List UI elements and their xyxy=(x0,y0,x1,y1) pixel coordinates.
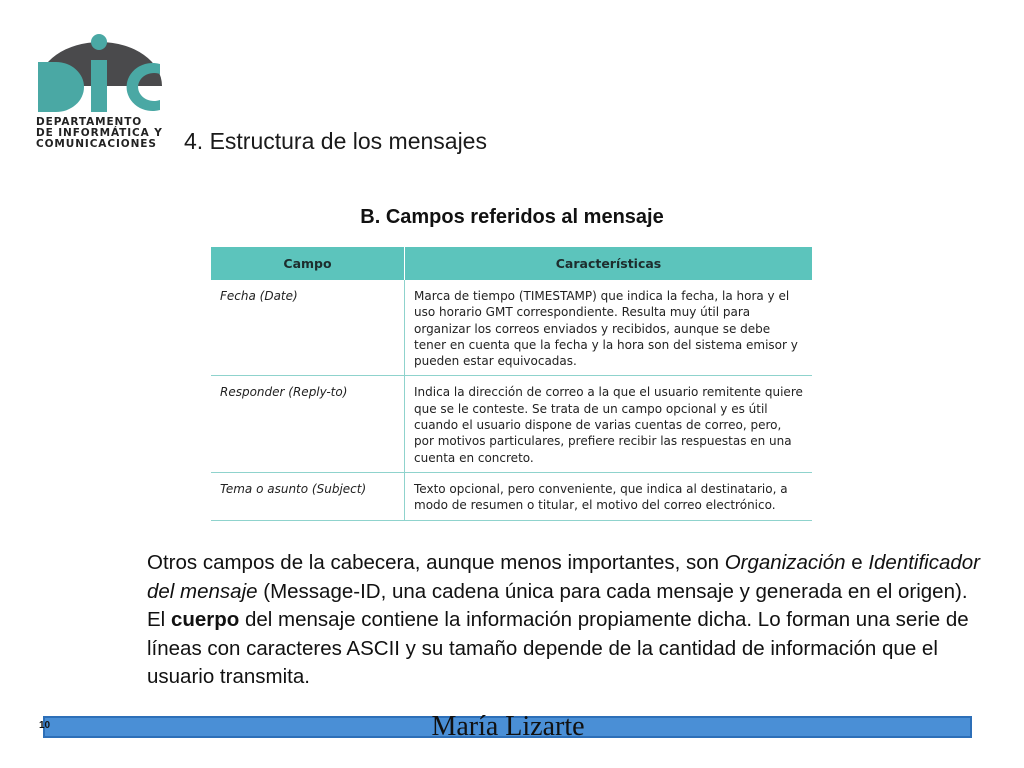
paragraph-body xyxy=(147,606,997,692)
paragraph-other-fields xyxy=(147,549,997,606)
logo-line-1: DEPARTAMENTO xyxy=(36,116,143,128)
table-row xyxy=(211,472,812,520)
cell-caracteristicas: Texto opcional, pero conveniente, que indica al destinatario, a modo de resumen o titular, el motivo del correo electrónico. xyxy=(405,472,813,520)
p2-text-2: del mensaje contiene la información propiamente dicha. Lo forman una serie de líneas con caracteres ASCII y su tamaño depende de la cantidad de información que el usuario transmita. xyxy=(147,608,969,688)
p2-text-1: El xyxy=(147,608,171,631)
header-caracteristicas: Características xyxy=(405,247,813,280)
fields-table xyxy=(211,247,812,521)
cell-campo: Tema o asunto (Subject) xyxy=(211,472,405,520)
table-header-row xyxy=(211,247,812,280)
p1-text-2: e xyxy=(845,551,869,574)
p1-italic-identificador: Identificador del mensaje xyxy=(147,551,981,603)
header-campo: Campo xyxy=(211,247,405,280)
cell-caracteristicas: Indica la dirección de correo a la que el usuario remitente quiere que se le conteste. Se trata de un campo opcional y es útil cuando el usuario dispone de varias cuentas de correo, pero, por motivos particulares, prefiere recibir las respuestas en una cuenta en concreto. xyxy=(405,376,813,472)
logo-line-2: DE INFORMÁTICA Y xyxy=(36,127,163,139)
p1-text-1: Otros campos de la cabecera, aunque menos importantes, son xyxy=(147,551,725,574)
logo-line-3: COMUNICACIONES xyxy=(36,138,157,150)
cell-campo: Responder (Reply-to) xyxy=(211,376,405,472)
table-row xyxy=(211,376,812,472)
p2-bold-cuerpo: cuerpo xyxy=(170,608,240,631)
author-name: María Lizarte xyxy=(431,711,585,742)
cell-caracteristicas: Marca de tiempo (TIMESTAMP) que indica la fecha, la hora y el uso horario GMT correspondiente. Resulta muy útil para organizar los correos enviados y recibidos, aunque se debe tener en cuenta que la fecha y la hora son del sistema emisor y pueden estar equivocadas. xyxy=(405,280,813,376)
page-number: 10 xyxy=(39,720,51,731)
table-row xyxy=(211,280,812,376)
cell-campo: Fecha (Date) xyxy=(211,280,405,376)
logo-text xyxy=(36,117,163,150)
fields-table-container xyxy=(211,247,812,521)
section-subtitle: B. Campos referidos al mensaje xyxy=(360,206,664,228)
p1-text-3: (Message-ID, una cadena única para cada mensaje y generada en el origen). xyxy=(257,579,968,603)
body-text xyxy=(147,549,997,692)
p1-italic-organizacion: Organización xyxy=(724,551,846,574)
slide-title: 4. Estructura de los mensajes xyxy=(184,128,487,154)
